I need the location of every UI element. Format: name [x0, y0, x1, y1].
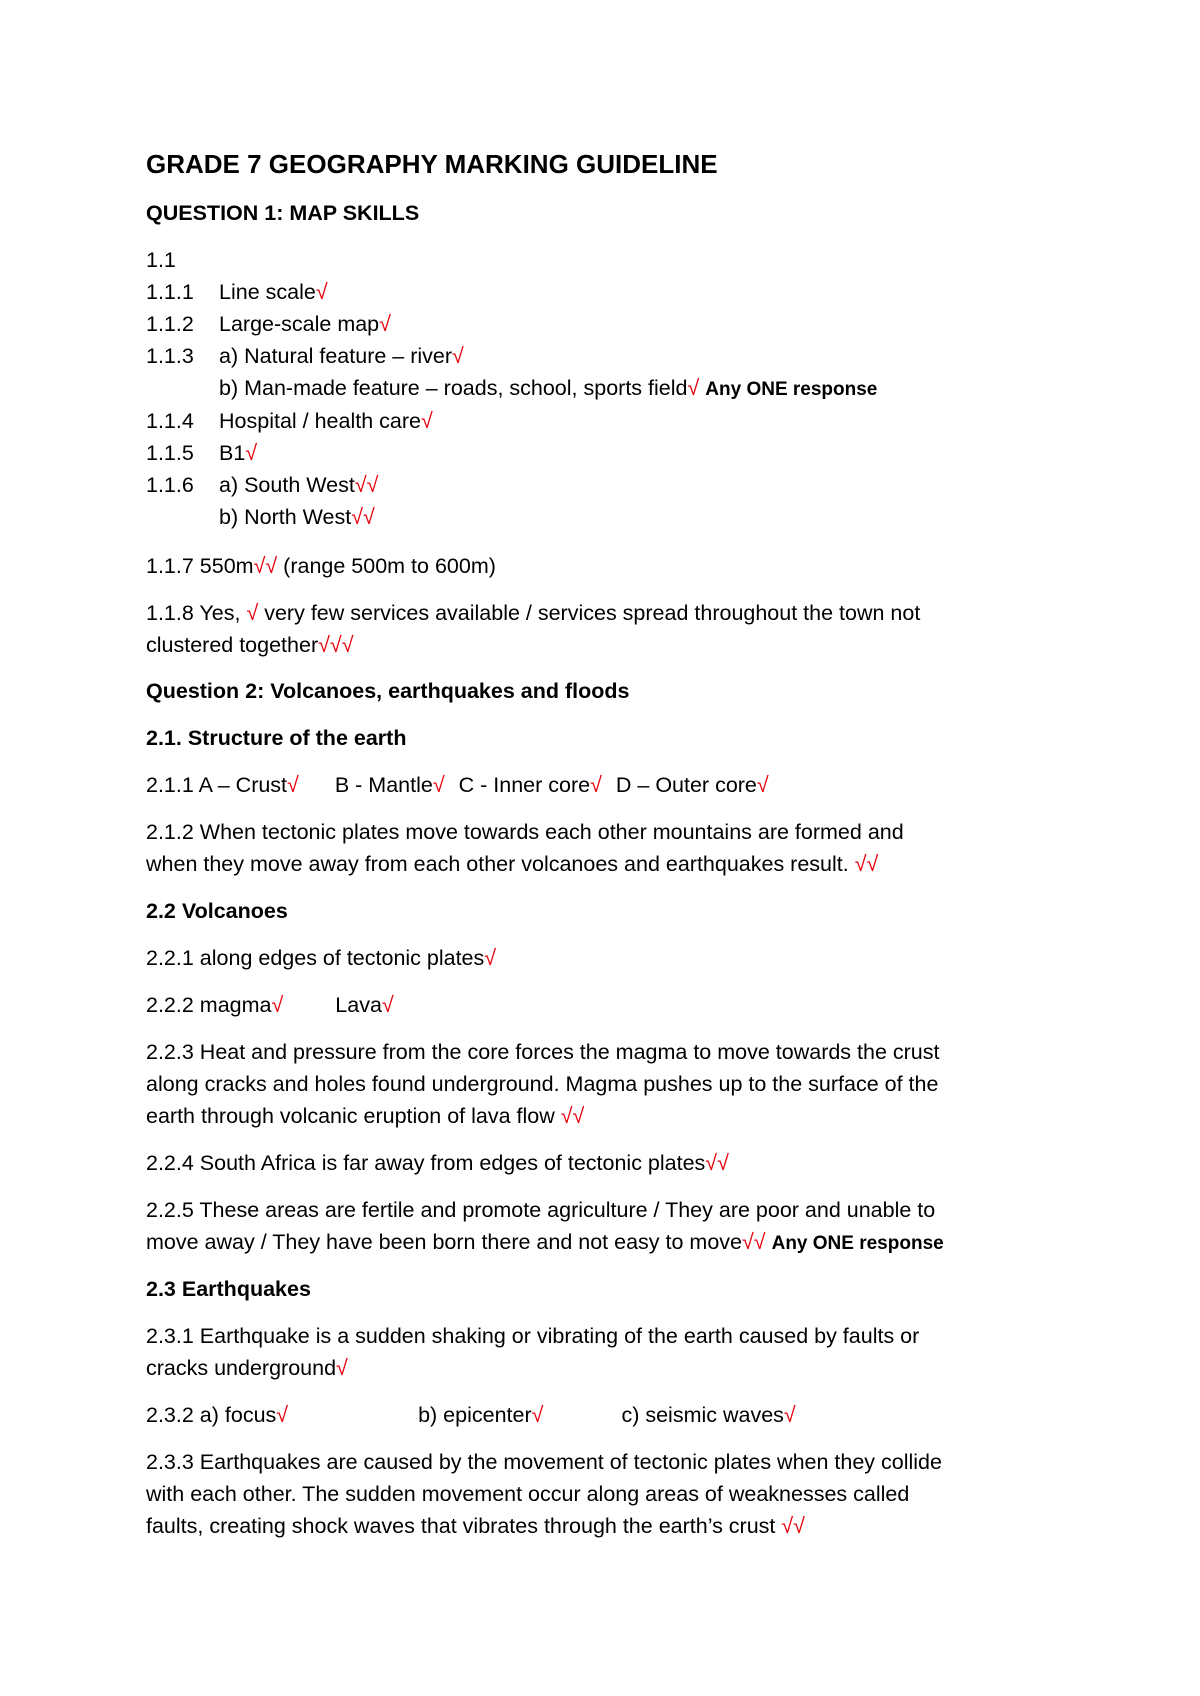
answer-text: b) epicenter — [418, 1403, 532, 1427]
tick-mark: √ — [276, 1403, 289, 1427]
answer-number: 1.1.2 — [146, 312, 194, 336]
answer-line: 2.3.1 Earthquake is a sudden shaking or vibrating of the earth caused by faults or — [146, 1324, 920, 1348]
tick-mark: √√ — [253, 554, 278, 578]
answer-text: B - Mantle — [334, 773, 433, 797]
tick-mark: √ — [315, 280, 328, 304]
answer-number: 1.1.4 — [146, 409, 194, 433]
marking-note: Any ONE response — [705, 379, 878, 400]
answer-1-1-8 — [146, 597, 920, 661]
tick-mark: √ — [484, 946, 497, 970]
answer-line — [146, 1352, 919, 1384]
answer-text: b) Man-made feature – roads, school, sports field — [219, 376, 688, 400]
answer-1-1-7 — [146, 550, 496, 582]
answer-text: b) North West — [219, 505, 352, 529]
answer-text: 2.1.1 A – Crust — [146, 773, 288, 797]
answer-text: C - Inner core — [458, 773, 591, 797]
answer-line — [146, 629, 920, 661]
answer-2-2-3 — [146, 1036, 939, 1132]
answer-text: when they move away from each other volcanoes and earthquakes result. — [146, 852, 855, 876]
answer-number: 1.1.3 — [146, 344, 194, 368]
tick-mark: √ — [381, 993, 394, 1017]
answer-1-1-5 — [146, 437, 257, 469]
tick-mark: √√ — [560, 1104, 585, 1128]
answer-1-1-6b — [146, 501, 375, 533]
answer-line — [146, 597, 920, 629]
answer-number: 1.1.5 — [146, 441, 194, 465]
answer-1-1-1 — [146, 276, 328, 308]
answer-text: move away / They have been born there and not easy to move — [146, 1230, 742, 1254]
answer-1-1-3a — [146, 340, 464, 372]
answer-2-3-3 — [146, 1446, 942, 1542]
section-2-1-heading: 2.1. Structure of the earth — [146, 726, 407, 750]
answer-line: 2.1.2 When tectonic plates move towards each other mountains are formed and — [146, 820, 904, 844]
answer-2-2-1 — [146, 942, 496, 974]
answer-text: 2.2.4 South Africa is far away from edges of tectonic plates — [146, 1151, 706, 1175]
document-title: GRADE 7 GEOGRAPHY MARKING GUIDELINE — [146, 149, 718, 179]
answer-1-1-6a — [146, 469, 378, 501]
answer-text: a) Natural feature – river — [219, 344, 453, 368]
answer-2-1-1 — [146, 769, 769, 801]
answer-text: a) South West — [219, 473, 355, 497]
tick-mark: √ — [531, 1403, 544, 1427]
section-2-3-heading: 2.3 Earthquakes — [146, 1277, 311, 1301]
tick-mark: √ — [271, 993, 284, 1017]
answer-text: D – Outer core — [615, 773, 757, 797]
tick-mark: √ — [432, 773, 445, 797]
answer-2-2-4 — [146, 1147, 729, 1179]
question-1-heading: QUESTION 1: MAP SKILLS — [146, 201, 420, 225]
tick-mark: √ — [287, 773, 299, 797]
answer-line: 2.2.3 Heat and pressure from the core forces the magma to move towards the crust — [146, 1040, 940, 1064]
answer-number: 1.1.1 — [146, 280, 194, 304]
tick-mark: √ — [590, 773, 602, 797]
tick-mark: √√ — [781, 1514, 805, 1538]
answer-text: very few services available / services spread throughout the town not — [258, 601, 921, 625]
answer-1-1-2 — [146, 308, 391, 340]
answer-number: 1.1.6 — [146, 473, 194, 497]
tick-mark: √√ — [705, 1151, 729, 1175]
answer-text: 1.1.8 Yes, — [146, 601, 247, 625]
answer-2-2-2 — [146, 989, 394, 1021]
answer-2-2-5 — [146, 1194, 944, 1260]
tick-mark: √ — [687, 376, 700, 400]
answer-1-1-4 — [146, 405, 433, 437]
tick-mark: √ — [245, 441, 258, 465]
answer-line: along cracks and holes found underground. Magma pushes up to the surface of the — [146, 1072, 939, 1096]
tick-mark: √√√ — [318, 633, 354, 657]
answer-line — [146, 1100, 939, 1132]
answer-2-3-1 — [146, 1320, 919, 1384]
tick-mark: √√ — [742, 1230, 766, 1254]
tick-mark: √√ — [351, 505, 375, 529]
tick-mark: √ — [246, 601, 259, 625]
tick-mark: √ — [783, 1403, 796, 1427]
answer-text: 2.2.2 magma — [146, 993, 272, 1017]
answer-text: 2.3.2 a) focus — [146, 1403, 277, 1427]
answer-text: faults, creating shock waves that vibrates through the earth’s crust — [146, 1514, 782, 1538]
answer-text: clustered together — [146, 633, 319, 657]
answer-text: Lava — [335, 993, 382, 1017]
tick-mark: √√ — [854, 852, 879, 876]
answer-line — [146, 1510, 942, 1542]
section-2-2-heading: 2.2 Volcanoes — [146, 899, 288, 923]
answer-line — [146, 1226, 944, 1260]
answer-text: cracks underground — [146, 1356, 337, 1380]
answer-1-1-3b — [146, 372, 877, 406]
tick-mark: √ — [336, 1356, 348, 1380]
tick-mark: √ — [420, 409, 433, 433]
answer-line: 2.3.3 Earthquakes are caused by the movement of tectonic plates when they collide — [146, 1450, 942, 1474]
answer-line — [146, 848, 904, 880]
answer-text: c) seismic waves — [621, 1403, 784, 1427]
answer-text: Line scale — [219, 280, 316, 304]
answer-line: with each other. The sudden movement occur along areas of weaknesses called — [146, 1482, 910, 1506]
answer-text: Large-scale map — [219, 312, 380, 336]
answer-2-1-2 — [146, 816, 904, 880]
answer-line: 2.2.5 These areas are fertile and promote agriculture / They are poor and unable to — [146, 1198, 936, 1222]
tick-mark: √ — [452, 344, 464, 368]
tick-mark: √√ — [354, 473, 379, 497]
tick-mark: √ — [379, 312, 391, 336]
answer-text: 2.2.1 along edges of tectonic plates — [146, 946, 485, 970]
section-1-1-label: 1.1 — [146, 248, 176, 272]
answer-2-3-2 — [146, 1399, 796, 1431]
answer-text: B1 — [219, 441, 246, 465]
answer-range: (range 500m to 600m) — [277, 554, 496, 578]
tick-mark: √ — [756, 773, 769, 797]
question-2-heading: Question 2: Volcanoes, earthquakes and floods — [146, 679, 630, 703]
answer-text: 1.1.7 550m — [146, 554, 254, 578]
answer-text: earth through volcanic eruption of lava flow — [146, 1104, 561, 1128]
marking-note: Any ONE response — [771, 1233, 944, 1254]
answer-text: Hospital / health care — [219, 409, 421, 433]
